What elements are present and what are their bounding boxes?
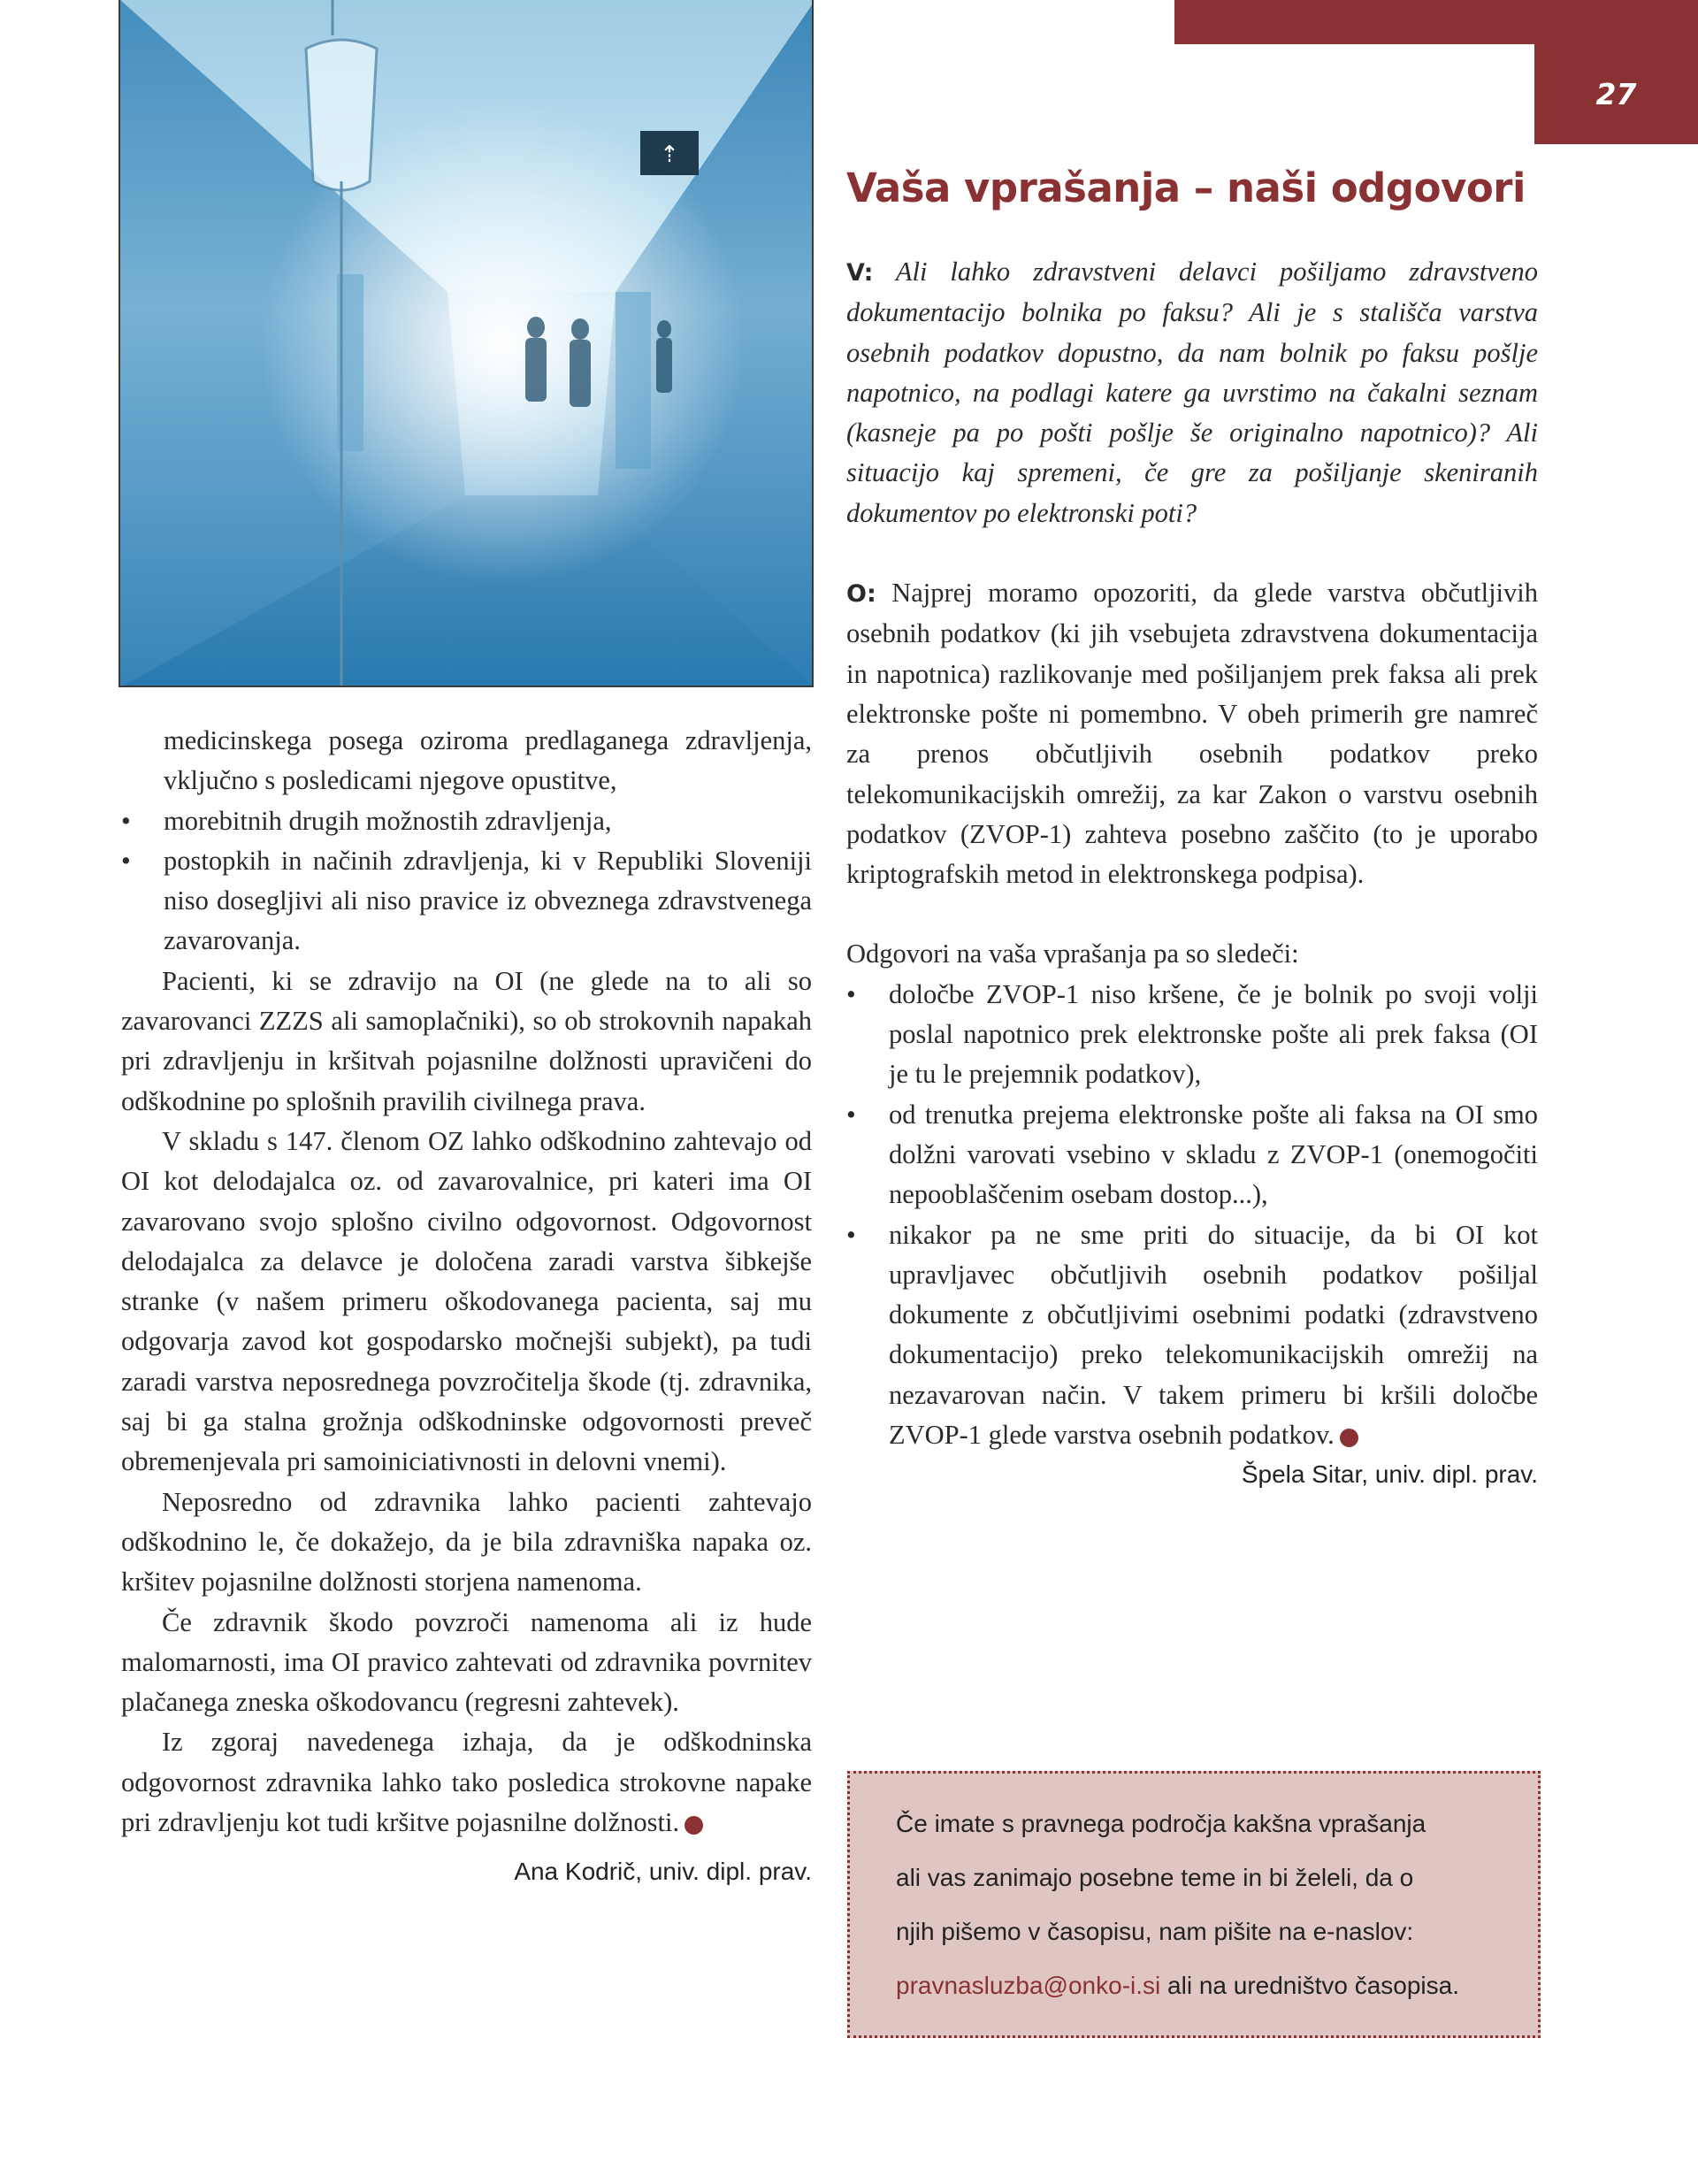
- list-item: • postopkih in načinih zdravljenja, ki v Republiki Sloveniji niso dosegljivi ali niso pravice iz obveznega zdravstvenega zavarovanja.: [121, 841, 812, 962]
- paragraph: Neposredno od zdravnika lahko pacienti zahtevajo odškodnino le, če dokažejo, da je bila zdravniška napaka oz. kršitev pojasnilne dolžnosti storjena namenoma.: [121, 1486, 812, 1598]
- answer-text: Najprej moramo opozoriti, da glede varstva občutljivih osebnih podatkov (ki jih vsebujeta zdravstvena dokumentacija in napotnica) razlikovanje med pošiljanjem prek faksa ali prek elektronske pošte ni pomembno. V obeh primerih gre namreč za prenos občutljivih osebnih podatkov preko telekomunikacijskih omrežij, za kar Zakon o varstvu osebnih podatkov (ZVOP-1) zahteva posebno zaščito (to je uporabo kriptografskih metod in elektronskega podpisa).: [846, 578, 1539, 890]
- info-line-email: [896, 1958, 1492, 2012]
- list-item: • določbe ZVOP-1 niso kršene, če je bolnik po svoji volji poslal napotnico prek elektronske pošte ali prek faksa (OI je tu le prejemnik podatkov),: [846, 975, 1538, 1095]
- info-line-tail: ali na uredništvo časopisa.: [1160, 1972, 1459, 1999]
- header-accent-bar: [1174, 0, 1698, 44]
- end-mark-icon: [685, 1816, 703, 1835]
- section-heading: Vaša vprašanja – naši odgovori: [846, 165, 1526, 211]
- list-item: • morebitnih drugih možnostih zdravljenja,: [121, 801, 812, 841]
- contact-info-box: [847, 1771, 1541, 2038]
- answer-block: [846, 573, 1538, 894]
- right-bullet-list: [846, 975, 1538, 1456]
- list-item-final: [846, 1215, 1538, 1456]
- hospital-corridor-photo: [119, 0, 814, 687]
- answers-intro: Odgovori na vaša vprašanja pa so sledeči:: [846, 939, 1299, 969]
- left-column: [121, 721, 812, 1892]
- email-link[interactable]: pravnasluzba@onko-i.si: [896, 1972, 1161, 1999]
- author-signature: Špela Sitar, univ. dipl. prav.: [1241, 1460, 1538, 1489]
- answer-tag: O:: [846, 580, 876, 609]
- intro-continuation: medicinskega posega oziroma predlaganega zdravljenja, vključno s posledicami njegove opustitve,: [164, 725, 812, 796]
- page-number: 27: [1595, 77, 1637, 111]
- info-line: njih pišemo v časopisu, nam pišite na e-naslov:: [896, 1918, 1414, 1945]
- paragraph: Pacienti, ki se zdravijo na OI (ne glede na to ali so zavarovanci ZZZS ali samoplačniki), so ob strokovnih napakah pri zdravljenju in kršitvah pojasnilne dolžnosti upravičeni do odškodnine po splošnih pravilih civilnega prava.: [121, 965, 812, 1116]
- question-tag: V:: [846, 259, 874, 287]
- paragraph-final: [121, 1722, 812, 1843]
- question-block: [846, 252, 1538, 533]
- page-number-box: [1534, 44, 1698, 144]
- svg-text:⇡: ⇡: [660, 142, 679, 168]
- author-signature: Ana Kodrič, univ. dipl. prav.: [514, 1858, 812, 1886]
- list-item-text: nikakor pa ne sme priti do situacije, da bi OI kot upravljavec občutljivih osebnih podatkov pošiljal dokumente z občutljivimi osebnimi podatki (zdravstveno dokumentacijo) preko telekomunikacijskih omrežij na nezavarovan način. V takem primeru bi kršili določbe ZVOP-1 glede varstva osebnih podatkov.: [889, 1219, 1538, 1451]
- question-text: Ali lahko zdravstveni delavci pošiljamo zdravstveno dokumentacijo bolnika po faksu? Ali je s stališča varstva osebnih podatkov dopustno, da nam bolnik po faksu pošlje napotnico, na podlagi katere ga uvrstimo na čakalni seznam (kasneje pa po pošti pošlje še originalno napotnico)? Ali situacijo kaj spremeni, če gre za pošiljanje skeniranih dokumentov po elektronski poti?: [846, 257, 1538, 528]
- corridor-illustration: [120, 0, 814, 687]
- info-line: Če imate s pravnega področja kakšna vprašanja: [896, 1810, 1426, 1837]
- end-mark-icon: [1340, 1429, 1358, 1447]
- paragraph: Če zdravnik škodo povzroči namenoma ali iz hude malomarnosti, ima OI pravico zahtevati od zdravnika povrnitev plačanega zneska oškodovancu (regresni zahtevek).: [121, 1606, 812, 1718]
- paragraph: V skladu s 147. členom OZ lahko odškodnino zahtevajo od OI kot delodajalca oz. od zavarovalnice, pri kateri ima OI zavarovano svojo splošno civilno odgovornost. Odgovornost delodajalca za delavce je določena zaradi varstva šibkejše stranke (v našem primeru oškodovanega pacienta, saj mu odgovarja zavod kot gospodarsko močnejši subjekt), pa tudi zaradi varstva neposrednega povzročitelja škode (tj. zdravnika, saj bi ga stalna grožnja odškodninske odgovornosti preveč obremenjevala pri samoiniciativnosti in delovni vnemi).: [121, 1125, 812, 1477]
- left-bullet-list: [121, 801, 812, 962]
- paragraph-text: Iz zgoraj navedenega izhaja, da je odškodninska odgovornost zdravnika lahko tako posledica strokovne napake pri zdravljenju kot tudi kršitve pojasnilne dolžnosti.: [121, 1727, 812, 1838]
- right-column: [846, 164, 1538, 1489]
- exit-sign-icon: [640, 131, 699, 175]
- info-line: ali vas zanimajo posebne teme in bi želeli, da o: [896, 1864, 1414, 1891]
- list-item: • od trenutka prejema elektronske pošte ali faksa na OI smo dolžni varovati vsebino v skladu z ZVOP-1 (onemogočiti nepooblaščenim osebam dostop...),: [846, 1095, 1538, 1215]
